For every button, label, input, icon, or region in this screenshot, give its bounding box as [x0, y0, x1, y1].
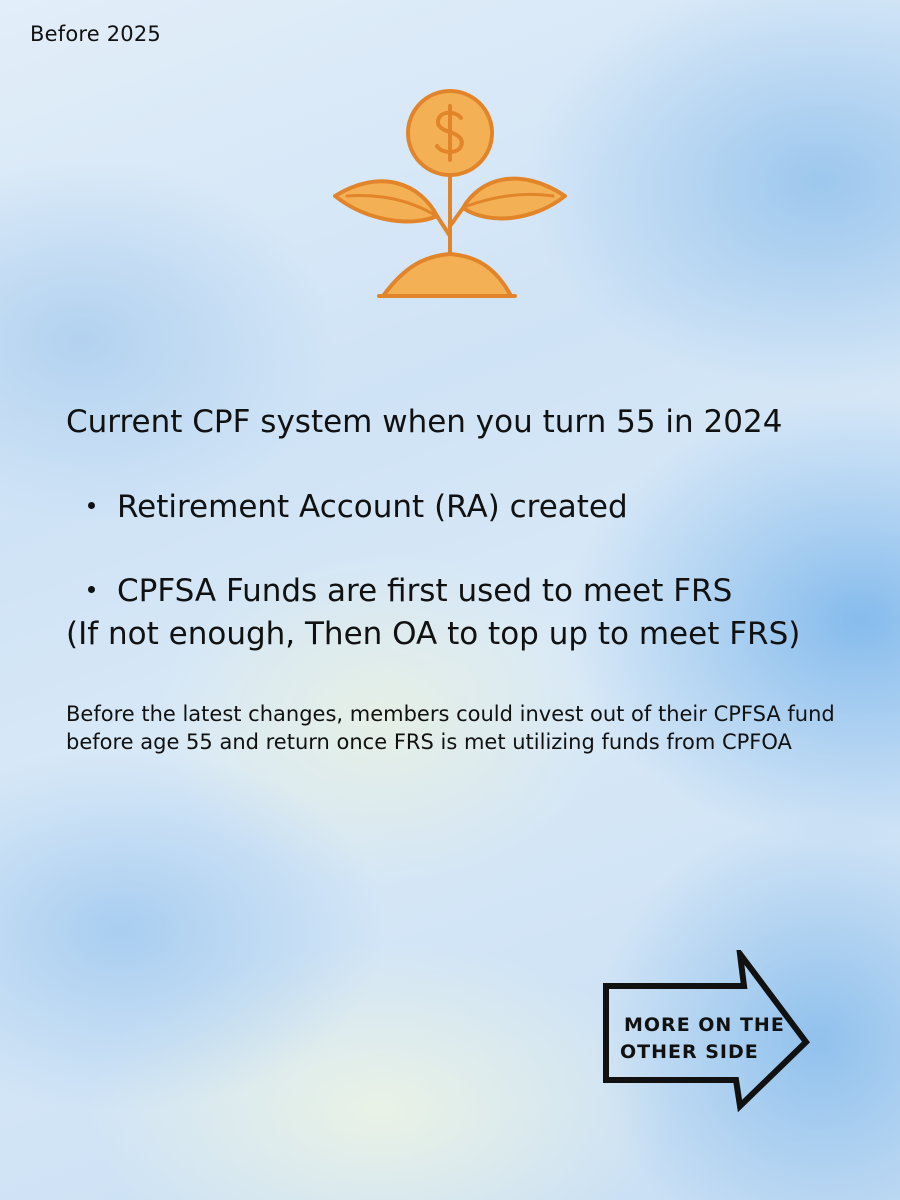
arrow-label — [620, 1012, 785, 1066]
bullet-item — [88, 489, 628, 525]
bullet-dot-icon — [88, 502, 95, 509]
bullet-dot-icon — [88, 586, 95, 593]
money-plant-icon — [325, 88, 575, 303]
arrow-label-line1: MORE ON THE — [624, 1014, 785, 1036]
bullet-note: (If not enough, Then OA to top up to meet FRS) — [66, 616, 801, 652]
bullet-item — [88, 573, 732, 609]
before-2025-label: Before 2025 — [30, 22, 161, 46]
arrow-label-line2: OTHER SIDE — [620, 1041, 759, 1063]
more-on-other-side-arrow — [598, 950, 814, 1116]
cpf-system-heading: Current CPF system when you turn 55 in 2024 — [66, 404, 783, 440]
bullet-text: CPFSA Funds are first used to meet FRS — [117, 573, 733, 609]
explanation-paragraph: Before the latest changes, members could invest out of their CPFSA fund before age 55 and return once FRS is met utilizing funds from CPFOA — [66, 702, 835, 754]
bullet-text: Retirement Account (RA) created — [117, 489, 628, 525]
